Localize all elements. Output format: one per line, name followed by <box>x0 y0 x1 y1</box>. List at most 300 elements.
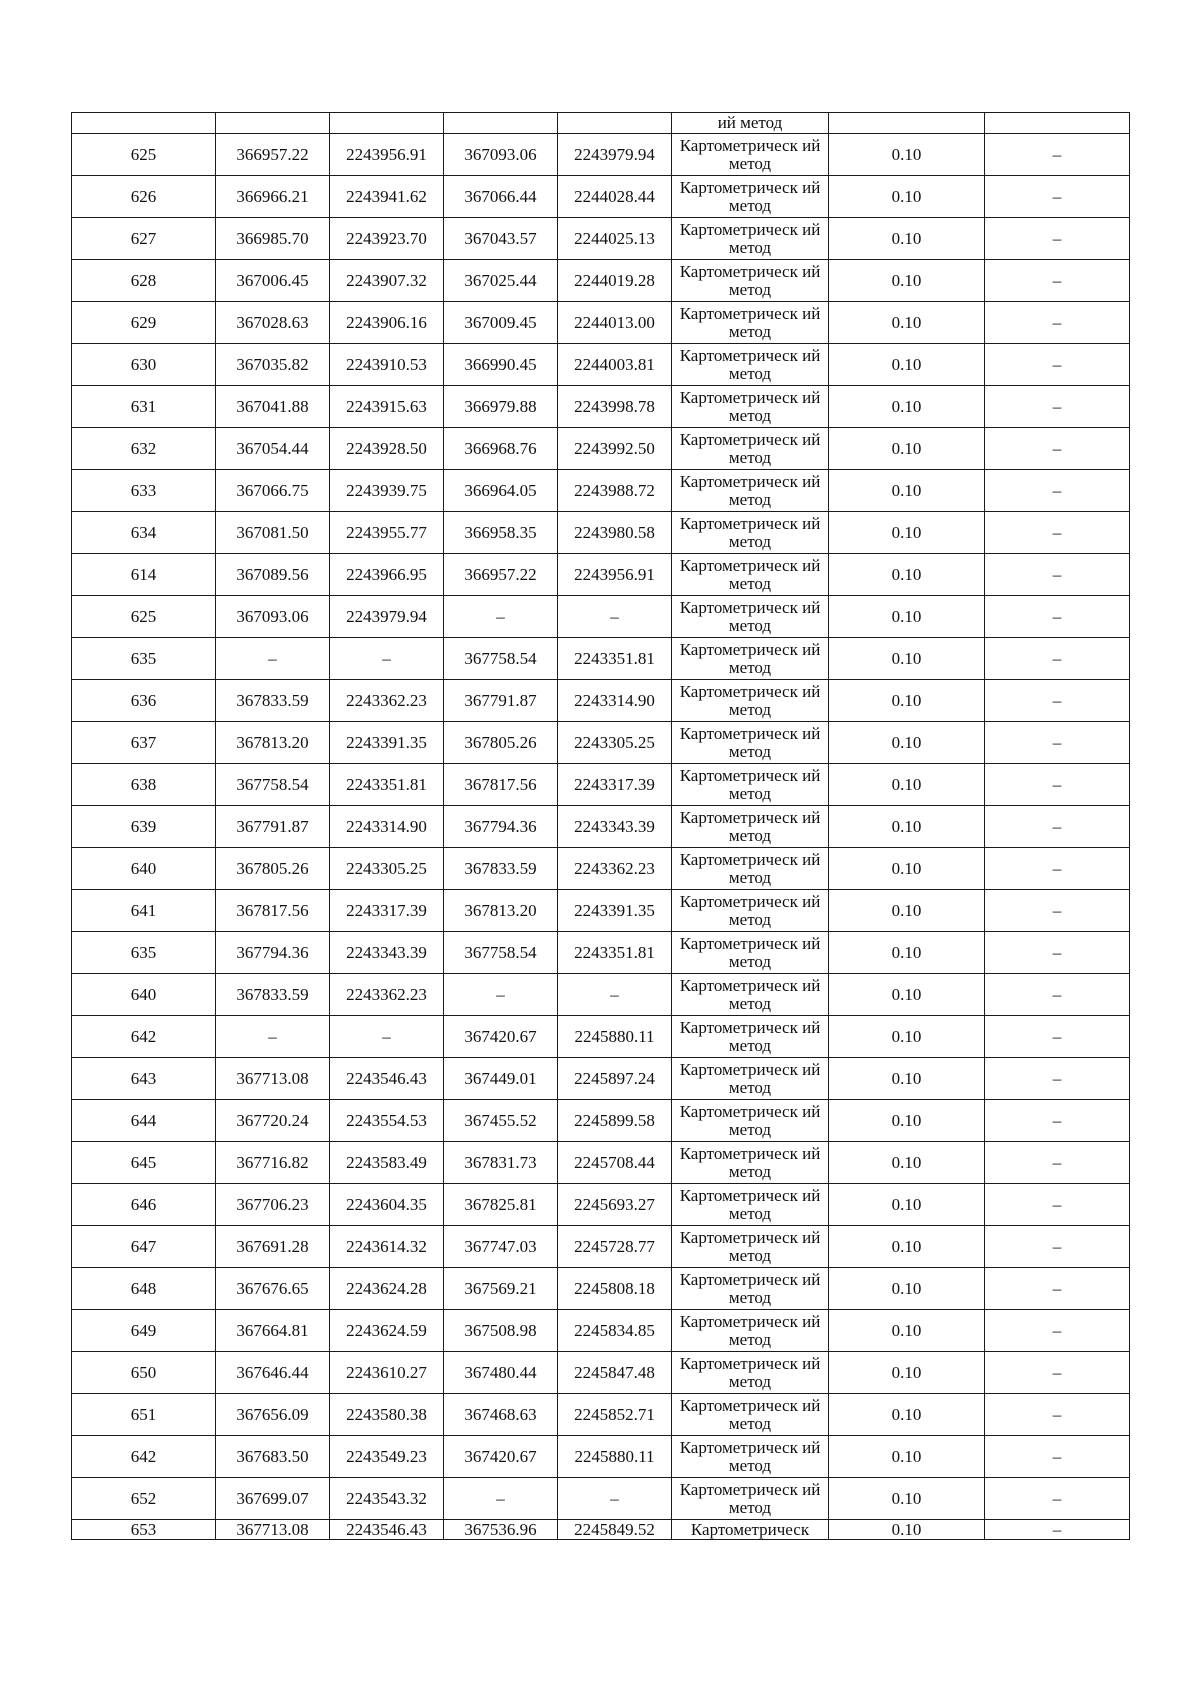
cell-y-coord-2: 2245849.52 <box>558 1520 672 1540</box>
cell-point-number: 653 <box>72 1520 216 1540</box>
cell-y-coord-1: 2243614.32 <box>330 1226 444 1268</box>
cell-y-coord-2: 2245852.71 <box>558 1394 672 1436</box>
cell-y-coord-1 <box>330 113 444 134</box>
cell-method: Картометрическ ий метод <box>672 890 829 932</box>
cell-x-coord-1: 366985.70 <box>216 218 330 260</box>
cell-y-coord-2: 2245899.58 <box>558 1100 672 1142</box>
cell-method: Картометрическ ий метод <box>672 1268 829 1310</box>
cell-x-coord-2: 366957.22 <box>444 554 558 596</box>
cell-accuracy: 0.10 <box>829 1394 985 1436</box>
cell-y-coord-1: 2243362.23 <box>330 974 444 1016</box>
cell-note: – <box>985 176 1130 218</box>
table-row <box>72 1436 1130 1478</box>
table-row <box>72 386 1130 428</box>
cell-y-coord-2: 2245834.85 <box>558 1310 672 1352</box>
cell-point-number: 629 <box>72 302 216 344</box>
table-row <box>72 974 1130 1016</box>
cell-y-coord-2: – <box>558 1478 672 1520</box>
cell-x-coord-2: 367831.73 <box>444 1142 558 1184</box>
cell-point-number: 638 <box>72 764 216 806</box>
cell-method: Картометрическ ий метод <box>672 722 829 764</box>
cell-method: Картометрическ ий метод <box>672 1058 829 1100</box>
cell-note: – <box>985 470 1130 512</box>
cell-y-coord-2: 2243343.39 <box>558 806 672 848</box>
cell-point-number: 630 <box>72 344 216 386</box>
cell-note: – <box>985 1142 1130 1184</box>
cell-note: – <box>985 1436 1130 1478</box>
cell-accuracy: 0.10 <box>829 1058 985 1100</box>
cell-accuracy: 0.10 <box>829 1520 985 1540</box>
cell-note <box>985 113 1130 134</box>
cell-x-coord-1: 367093.06 <box>216 596 330 638</box>
cell-accuracy: 0.10 <box>829 1016 985 1058</box>
cell-x-coord-1: 367683.50 <box>216 1436 330 1478</box>
cell-y-coord-1: 2243317.39 <box>330 890 444 932</box>
cell-method: Картометрическ ий метод <box>672 176 829 218</box>
cell-x-coord-2: 367813.20 <box>444 890 558 932</box>
table-row <box>72 1016 1130 1058</box>
cell-x-coord-1: 367813.20 <box>216 722 330 764</box>
cell-accuracy: 0.10 <box>829 722 985 764</box>
cell-x-coord-2: – <box>444 596 558 638</box>
table-row <box>72 428 1130 470</box>
cell-y-coord-1: 2243907.32 <box>330 260 444 302</box>
coordinates-table <box>71 112 1130 1540</box>
cell-note: – <box>985 848 1130 890</box>
cell-accuracy: 0.10 <box>829 596 985 638</box>
cell-y-coord-1: 2243314.90 <box>330 806 444 848</box>
cell-x-coord-2: 367093.06 <box>444 134 558 176</box>
cell-note: – <box>985 890 1130 932</box>
cell-note: – <box>985 428 1130 470</box>
table-row <box>72 176 1130 218</box>
cell-x-coord-2: 367025.44 <box>444 260 558 302</box>
cell-y-coord-2: 2243992.50 <box>558 428 672 470</box>
cell-x-coord-1: 367676.65 <box>216 1268 330 1310</box>
cell-point-number: 625 <box>72 596 216 638</box>
cell-method: Картометрическ ий метод <box>672 1142 829 1184</box>
cell-x-coord-2: 366958.35 <box>444 512 558 554</box>
cell-method: Картометрическ ий метод <box>672 554 829 596</box>
cell-x-coord-1: 367833.59 <box>216 974 330 1016</box>
table-row <box>72 932 1130 974</box>
cell-method: Картометрическ ий метод <box>672 1226 829 1268</box>
cell-method: Картометрическ ий метод <box>672 848 829 890</box>
table-row-continuation <box>72 1520 1130 1540</box>
cell-x-coord-2: 367817.56 <box>444 764 558 806</box>
table-row <box>72 470 1130 512</box>
cell-point-number: 647 <box>72 1226 216 1268</box>
cell-x-coord-1: 367646.44 <box>216 1352 330 1394</box>
cell-y-coord-2 <box>558 113 672 134</box>
table-row <box>72 722 1130 764</box>
cell-x-coord-1: 367081.50 <box>216 512 330 554</box>
cell-note: – <box>985 1352 1130 1394</box>
cell-y-coord-2: 2244028.44 <box>558 176 672 218</box>
cell-x-coord-2: 367825.81 <box>444 1184 558 1226</box>
cell-y-coord-2: 2243351.81 <box>558 932 672 974</box>
cell-point-number: 642 <box>72 1436 216 1478</box>
cell-x-coord-2: 367791.87 <box>444 680 558 722</box>
cell-note: – <box>985 1520 1130 1540</box>
cell-y-coord-2: 2244013.00 <box>558 302 672 344</box>
table-row <box>72 344 1130 386</box>
cell-note: – <box>985 1268 1130 1310</box>
cell-point-number: 640 <box>72 974 216 1016</box>
cell-x-coord-2: – <box>444 974 558 1016</box>
cell-note: – <box>985 1184 1130 1226</box>
cell-x-coord-2: 367747.03 <box>444 1226 558 1268</box>
table-row <box>72 302 1130 344</box>
cell-accuracy: 0.10 <box>829 218 985 260</box>
cell-note: – <box>985 806 1130 848</box>
cell-point-number: 635 <box>72 638 216 680</box>
cell-y-coord-1: 2243362.23 <box>330 680 444 722</box>
cell-point-number: 633 <box>72 470 216 512</box>
cell-x-coord-2: – <box>444 1478 558 1520</box>
cell-accuracy: 0.10 <box>829 764 985 806</box>
cell-y-coord-2: 2243956.91 <box>558 554 672 596</box>
cell-accuracy: 0.10 <box>829 806 985 848</box>
cell-accuracy: 0.10 <box>829 1352 985 1394</box>
cell-accuracy: 0.10 <box>829 890 985 932</box>
cell-note: – <box>985 512 1130 554</box>
cell-method: Картометрическ ий метод <box>672 218 829 260</box>
cell-note: – <box>985 722 1130 764</box>
table-row <box>72 1394 1130 1436</box>
cell-x-coord-2: 367468.63 <box>444 1394 558 1436</box>
cell-note: – <box>985 974 1130 1016</box>
cell-x-coord-2: 367758.54 <box>444 932 558 974</box>
cell-y-coord-2: 2245880.11 <box>558 1436 672 1478</box>
table-row <box>72 1184 1130 1226</box>
cell-x-coord-1: 367041.88 <box>216 386 330 428</box>
cell-x-coord-1: 367805.26 <box>216 848 330 890</box>
cell-y-coord-1: 2243956.91 <box>330 134 444 176</box>
cell-y-coord-2: 2243314.90 <box>558 680 672 722</box>
cell-note: – <box>985 134 1130 176</box>
table-row <box>72 1100 1130 1142</box>
cell-point-number: 637 <box>72 722 216 764</box>
cell-x-coord-2: 367569.21 <box>444 1268 558 1310</box>
cell-x-coord-1: 366966.21 <box>216 176 330 218</box>
cell-y-coord-1: 2243391.35 <box>330 722 444 764</box>
cell-y-coord-2: 2244019.28 <box>558 260 672 302</box>
cell-point-number: 626 <box>72 176 216 218</box>
cell-accuracy: 0.10 <box>829 344 985 386</box>
cell-y-coord-1: 2243906.16 <box>330 302 444 344</box>
cell-accuracy: 0.10 <box>829 974 985 1016</box>
table-row <box>72 1352 1130 1394</box>
cell-x-coord-2 <box>444 113 558 134</box>
cell-y-coord-1: 2243939.75 <box>330 470 444 512</box>
cell-x-coord-2: 367794.36 <box>444 806 558 848</box>
cell-method: Картометрическ ий метод <box>672 764 829 806</box>
table-row <box>72 680 1130 722</box>
cell-x-coord-1: – <box>216 638 330 680</box>
table-row <box>72 1268 1130 1310</box>
cell-x-coord-1: 367035.82 <box>216 344 330 386</box>
cell-y-coord-2: 2245693.27 <box>558 1184 672 1226</box>
cell-method: Картометрическ ий метод <box>672 470 829 512</box>
cell-y-coord-2: 2245708.44 <box>558 1142 672 1184</box>
cell-accuracy: 0.10 <box>829 932 985 974</box>
cell-y-coord-1: 2243549.23 <box>330 1436 444 1478</box>
cell-y-coord-2: – <box>558 596 672 638</box>
cell-x-coord-1: 367066.75 <box>216 470 330 512</box>
cell-x-coord-1: 367720.24 <box>216 1100 330 1142</box>
cell-y-coord-1: 2243624.59 <box>330 1310 444 1352</box>
cell-y-coord-2: 2244003.81 <box>558 344 672 386</box>
cell-x-coord-1: – <box>216 1016 330 1058</box>
cell-y-coord-1: 2243923.70 <box>330 218 444 260</box>
table-row <box>72 848 1130 890</box>
cell-x-coord-1: 367691.28 <box>216 1226 330 1268</box>
cell-method: Картометрическ ий метод <box>672 974 829 1016</box>
cell-x-coord-2: 366979.88 <box>444 386 558 428</box>
cell-note: – <box>985 554 1130 596</box>
cell-accuracy: 0.10 <box>829 428 985 470</box>
cell-accuracy <box>829 113 985 134</box>
cell-x-coord-1: 367656.09 <box>216 1394 330 1436</box>
cell-y-coord-2: 2243979.94 <box>558 134 672 176</box>
table-row <box>72 596 1130 638</box>
cell-method: Картометрическ <box>672 1520 829 1540</box>
cell-x-coord-2: 367805.26 <box>444 722 558 764</box>
cell-accuracy: 0.10 <box>829 470 985 512</box>
cell-method: Картометрическ ий метод <box>672 512 829 554</box>
cell-y-coord-1: 2243624.28 <box>330 1268 444 1310</box>
cell-y-coord-2: – <box>558 974 672 1016</box>
cell-point-number: 631 <box>72 386 216 428</box>
cell-y-coord-2: 2243988.72 <box>558 470 672 512</box>
cell-y-coord-2: 2245847.48 <box>558 1352 672 1394</box>
cell-accuracy: 0.10 <box>829 260 985 302</box>
cell-y-coord-2: 2243305.25 <box>558 722 672 764</box>
cell-point-number: 614 <box>72 554 216 596</box>
cell-method: Картометрическ ий метод <box>672 302 829 344</box>
table-row <box>72 554 1130 596</box>
cell-method: Картометрическ ий метод <box>672 680 829 722</box>
cell-y-coord-1: 2243955.77 <box>330 512 444 554</box>
cell-y-coord-1: 2243979.94 <box>330 596 444 638</box>
cell-point-number: 650 <box>72 1352 216 1394</box>
cell-x-coord-2: 367009.45 <box>444 302 558 344</box>
cell-x-coord-2: 367833.59 <box>444 848 558 890</box>
cell-point-number: 636 <box>72 680 216 722</box>
cell-note: – <box>985 596 1130 638</box>
cell-note: – <box>985 1058 1130 1100</box>
cell-accuracy: 0.10 <box>829 1478 985 1520</box>
cell-x-coord-2: 367066.44 <box>444 176 558 218</box>
cell-y-coord-2: 2245880.11 <box>558 1016 672 1058</box>
cell-y-coord-1: 2243941.62 <box>330 176 444 218</box>
cell-x-coord-1: 367706.23 <box>216 1184 330 1226</box>
cell-x-coord-2: 367449.01 <box>444 1058 558 1100</box>
cell-x-coord-1: 367794.36 <box>216 932 330 974</box>
cell-accuracy: 0.10 <box>829 1226 985 1268</box>
cell-x-coord-1: 367833.59 <box>216 680 330 722</box>
cell-x-coord-2: 367420.67 <box>444 1016 558 1058</box>
cell-note: – <box>985 260 1130 302</box>
cell-point-number: 652 <box>72 1478 216 1520</box>
table-row-continuation <box>72 113 1130 134</box>
cell-accuracy: 0.10 <box>829 638 985 680</box>
cell-accuracy: 0.10 <box>829 1310 985 1352</box>
cell-point-number: 648 <box>72 1268 216 1310</box>
table-row <box>72 1142 1130 1184</box>
cell-note: – <box>985 638 1130 680</box>
cell-method: Картометрическ ий метод <box>672 806 829 848</box>
cell-y-coord-1: – <box>330 638 444 680</box>
cell-y-coord-2: 2245897.24 <box>558 1058 672 1100</box>
table-row <box>72 764 1130 806</box>
cell-y-coord-2: 2245728.77 <box>558 1226 672 1268</box>
cell-y-coord-2: 2243998.78 <box>558 386 672 428</box>
cell-y-coord-1: 2243910.53 <box>330 344 444 386</box>
cell-y-coord-2: 2245808.18 <box>558 1268 672 1310</box>
cell-method: Картометрическ ий метод <box>672 428 829 470</box>
cell-x-coord-1: 367664.81 <box>216 1310 330 1352</box>
cell-point-number: 643 <box>72 1058 216 1100</box>
table-row <box>72 512 1130 554</box>
cell-x-coord-1: 367716.82 <box>216 1142 330 1184</box>
cell-y-coord-1: 2243928.50 <box>330 428 444 470</box>
cell-y-coord-1: 2243580.38 <box>330 1394 444 1436</box>
cell-x-coord-1: 366957.22 <box>216 134 330 176</box>
cell-accuracy: 0.10 <box>829 134 985 176</box>
cell-y-coord-2: 2243980.58 <box>558 512 672 554</box>
cell-method: Картометрическ ий метод <box>672 344 829 386</box>
cell-point-number: 651 <box>72 1394 216 1436</box>
cell-accuracy: 0.10 <box>829 1436 985 1478</box>
cell-method: Картометрическ ий метод <box>672 1478 829 1520</box>
cell-y-coord-1: 2243583.49 <box>330 1142 444 1184</box>
cell-point-number: 641 <box>72 890 216 932</box>
cell-accuracy: 0.10 <box>829 848 985 890</box>
cell-note: – <box>985 386 1130 428</box>
cell-y-coord-1: 2243343.39 <box>330 932 444 974</box>
cell-x-coord-1: 367817.56 <box>216 890 330 932</box>
table-row <box>72 890 1130 932</box>
cell-note: – <box>985 764 1130 806</box>
cell-x-coord-1: 367089.56 <box>216 554 330 596</box>
table-row <box>72 218 1130 260</box>
cell-x-coord-1: 367791.87 <box>216 806 330 848</box>
cell-point-number: 645 <box>72 1142 216 1184</box>
cell-note: – <box>985 680 1130 722</box>
table-row <box>72 1058 1130 1100</box>
cell-method: Картометрическ ий метод <box>672 638 829 680</box>
cell-point-number: 646 <box>72 1184 216 1226</box>
cell-x-coord-1: 367713.08 <box>216 1058 330 1100</box>
cell-accuracy: 0.10 <box>829 386 985 428</box>
cell-accuracy: 0.10 <box>829 1100 985 1142</box>
cell-point-number: 644 <box>72 1100 216 1142</box>
cell-point-number: 640 <box>72 848 216 890</box>
cell-accuracy: 0.10 <box>829 554 985 596</box>
cell-point-number: 632 <box>72 428 216 470</box>
cell-y-coord-1: 2243610.27 <box>330 1352 444 1394</box>
cell-note: – <box>985 1016 1130 1058</box>
cell-method: Картометрическ ий метод <box>672 1310 829 1352</box>
cell-point-number: 634 <box>72 512 216 554</box>
cell-note: – <box>985 1394 1130 1436</box>
cell-note: – <box>985 1226 1130 1268</box>
cell-y-coord-1: – <box>330 1016 444 1058</box>
cell-y-coord-2: 2243391.35 <box>558 890 672 932</box>
cell-x-coord-2: 367536.96 <box>444 1520 558 1540</box>
cell-x-coord-2: 366964.05 <box>444 470 558 512</box>
cell-point-number: 642 <box>72 1016 216 1058</box>
cell-x-coord-2: 367758.54 <box>444 638 558 680</box>
cell-x-coord-2: 367455.52 <box>444 1100 558 1142</box>
cell-method: Картометрическ ий метод <box>672 1394 829 1436</box>
table-row <box>72 1478 1130 1520</box>
cell-accuracy: 0.10 <box>829 176 985 218</box>
cell-accuracy: 0.10 <box>829 302 985 344</box>
cell-point-number: 627 <box>72 218 216 260</box>
table-body <box>72 113 1130 1540</box>
cell-accuracy: 0.10 <box>829 1142 985 1184</box>
cell-x-coord-2: 367480.44 <box>444 1352 558 1394</box>
cell-x-coord-1: 367006.45 <box>216 260 330 302</box>
cell-y-coord-1: 2243305.25 <box>330 848 444 890</box>
cell-x-coord-2: 367508.98 <box>444 1310 558 1352</box>
cell-method: Картометрическ ий метод <box>672 1100 829 1142</box>
cell-x-coord-2: 367420.67 <box>444 1436 558 1478</box>
cell-method: Картометрическ ий метод <box>672 932 829 974</box>
cell-method: Картометрическ ий метод <box>672 1016 829 1058</box>
cell-y-coord-2: 2243317.39 <box>558 764 672 806</box>
cell-note: – <box>985 932 1130 974</box>
cell-y-coord-1: 2243604.35 <box>330 1184 444 1226</box>
cell-method: Картометрическ ий метод <box>672 1436 829 1478</box>
cell-y-coord-1: 2243546.43 <box>330 1520 444 1540</box>
cell-y-coord-1: 2243915.63 <box>330 386 444 428</box>
cell-accuracy: 0.10 <box>829 512 985 554</box>
cell-x-coord-1: 367713.08 <box>216 1520 330 1540</box>
cell-accuracy: 0.10 <box>829 680 985 722</box>
cell-x-coord-1: 367028.63 <box>216 302 330 344</box>
table-row <box>72 134 1130 176</box>
cell-y-coord-2: 2243351.81 <box>558 638 672 680</box>
cell-y-coord-1: 2243543.32 <box>330 1478 444 1520</box>
cell-x-coord-1: 367699.07 <box>216 1478 330 1520</box>
table-row <box>72 1310 1130 1352</box>
cell-point-number: 649 <box>72 1310 216 1352</box>
cell-accuracy: 0.10 <box>829 1184 985 1226</box>
cell-x-coord-1: 367054.44 <box>216 428 330 470</box>
cell-y-coord-2: 2244025.13 <box>558 218 672 260</box>
cell-method: Картометрическ ий метод <box>672 134 829 176</box>
cell-y-coord-2: 2243362.23 <box>558 848 672 890</box>
cell-y-coord-1: 2243966.95 <box>330 554 444 596</box>
cell-note: – <box>985 218 1130 260</box>
cell-method: Картометрическ ий метод <box>672 260 829 302</box>
cell-note: – <box>985 344 1130 386</box>
cell-method: Картометрическ ий метод <box>672 596 829 638</box>
cell-method: Картометрическ ий метод <box>672 386 829 428</box>
cell-x-coord-1 <box>216 113 330 134</box>
cell-note: – <box>985 1100 1130 1142</box>
cell-point-number: 625 <box>72 134 216 176</box>
cell-method: Картометрическ ий метод <box>672 1184 829 1226</box>
cell-point-number: 635 <box>72 932 216 974</box>
cell-x-coord-2: 366990.45 <box>444 344 558 386</box>
cell-x-coord-1: 367758.54 <box>216 764 330 806</box>
cell-x-coord-2: 366968.76 <box>444 428 558 470</box>
